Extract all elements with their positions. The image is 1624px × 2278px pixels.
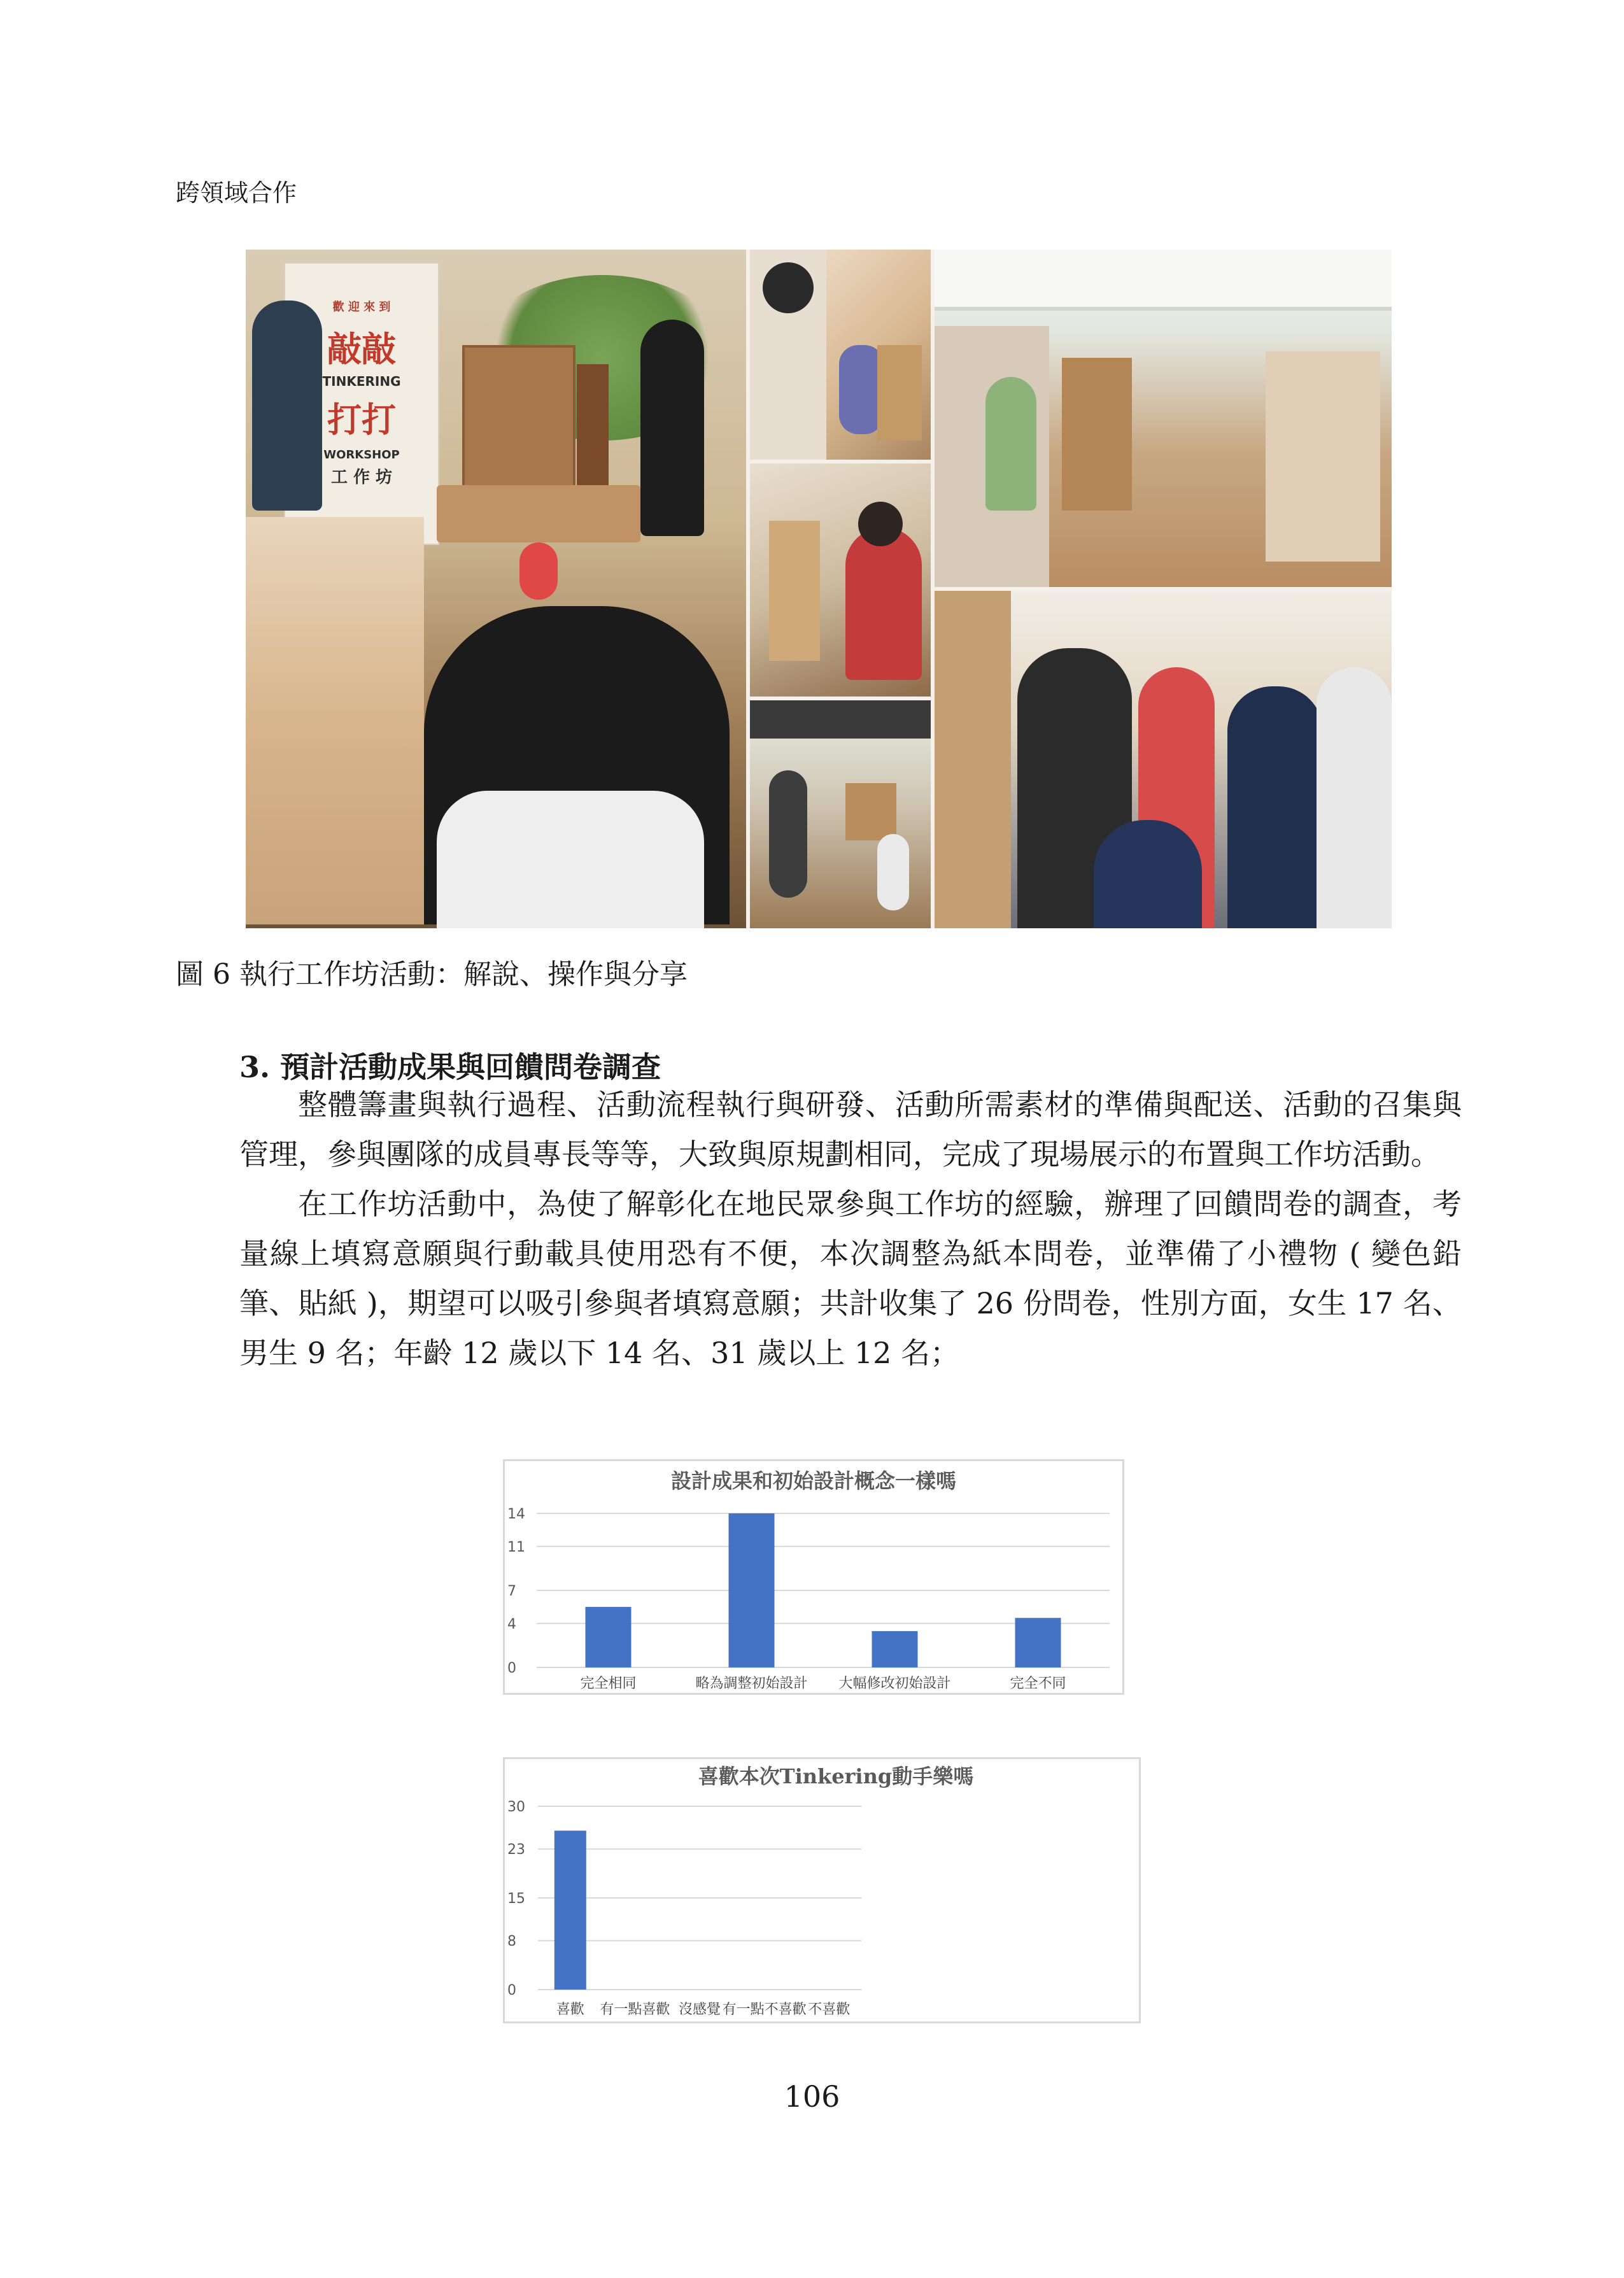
photo-sharing-session	[935, 591, 1392, 928]
category-label: 不喜歡	[808, 2002, 851, 2018]
y-tick-label: 4	[507, 1616, 516, 1632]
y-tick-label: 8	[507, 1934, 516, 1950]
category-label: 沒感覺	[678, 2002, 721, 2018]
bar	[729, 1513, 775, 1667]
y-tick-label: 11	[507, 1539, 525, 1555]
banner-line: 歡 迎 來 到	[332, 301, 391, 314]
bar	[586, 1607, 632, 1667]
y-tick-label: 7	[507, 1583, 516, 1599]
chart-design-outcome	[503, 1459, 1124, 1695]
body-paragraph: 整體籌畫與執行過程、活動流程執行與研發、活動所需素材的準備與配送、活動的召集與管理，參與團隊的成員專長等等，大致與原規劃相同，完成了現場展示的布置與工作坊活動。	[239, 1087, 1462, 1171]
banner-line: 打打	[327, 400, 396, 440]
photo-child-building	[750, 250, 931, 460]
photo-workshop-explanation	[246, 250, 746, 928]
y-tick-label: 15	[507, 1891, 525, 1907]
category-label: 喜歡	[556, 2002, 584, 2018]
banner-line: TINKERING	[322, 374, 401, 389]
body-paragraph: 在工作坊活動中，為使了解彰化在地民眾參與工作坊的經驗，辦理了回饋問卷的調查，考量線上填寫意願與行動載具使用恐有不便，本次調整為紙本問卷，並準備了小禮物 ( 變色鉛筆、貼紙 )，期望可以吸引參與者填寫意願；共計收集了 26 份問卷，性別方面，女生 17 名、男生 9 名；年齡 12 歲以下 14 名、31 歲以上 12 名；	[239, 1187, 1462, 1370]
y-tick-label: 30	[507, 1799, 525, 1815]
photo-family-activity	[750, 700, 931, 928]
banner-line: 敲敲	[327, 329, 396, 369]
bar	[554, 1830, 586, 1990]
category-label: 有一點喜歡	[600, 2002, 670, 2018]
chart-design-outcome-svg	[505, 1461, 1122, 1693]
page-number: 106	[784, 2079, 840, 2114]
chart-enjoyment	[503, 1757, 1141, 2023]
figure-photo-collage	[246, 250, 1392, 928]
y-tick-label: 14	[507, 1506, 525, 1522]
banner-line: 工 作 坊	[330, 468, 393, 487]
running-head: 跨領域合作	[176, 179, 297, 207]
y-tick-label: 0	[507, 1983, 516, 1999]
chart-title: 喜歡本次Tinkering動手樂嗎	[698, 1764, 974, 1788]
category-label: 完全不同	[1010, 1676, 1066, 1692]
bar	[1015, 1618, 1061, 1667]
y-tick-label: 0	[507, 1660, 516, 1676]
section-body	[239, 1080, 1462, 1378]
banner-line: WORKSHOP	[323, 448, 400, 462]
bar	[872, 1631, 918, 1667]
photo-gallery-view	[935, 250, 1392, 587]
figure-caption: 圖 6 執行工作坊活動：解說、操作與分享	[176, 958, 688, 991]
photo-volunteer-helping	[750, 463, 931, 697]
y-tick-label: 23	[507, 1842, 525, 1858]
category-label: 大幅修改初始設計	[838, 1676, 951, 1692]
category-label: 完全相同	[580, 1676, 637, 1692]
chart-title: 設計成果和初始設計概念一樣嗎	[670, 1469, 957, 1493]
category-label: 有一點不喜歡	[722, 2002, 807, 2018]
chart-enjoyment-svg	[505, 1759, 1139, 2021]
section-heading: 3. 預計活動成果與回饋問卷調查	[239, 1050, 661, 1084]
category-label: 略為調整初始設計	[695, 1676, 808, 1692]
